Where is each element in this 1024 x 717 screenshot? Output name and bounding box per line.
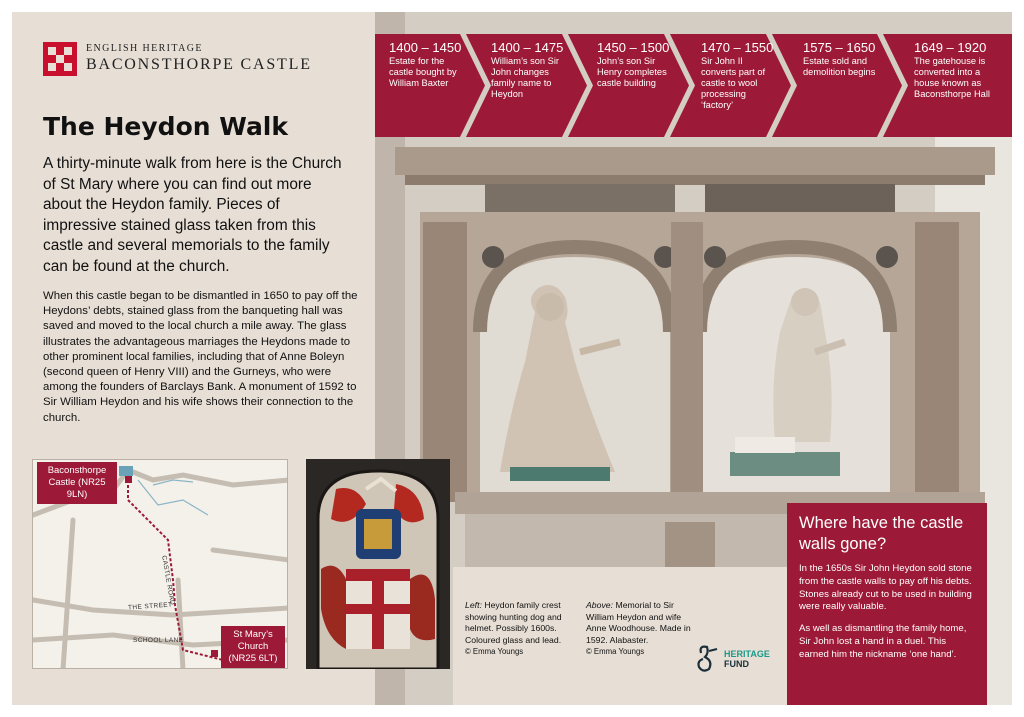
timeline-text: John’s son Sir Henry completes castle building — [597, 56, 667, 88]
timeline-text: William’s son Sir John changes family name to Heydon — [491, 56, 560, 99]
funder-line1: HERITAGE — [724, 649, 770, 659]
timeline-years: 1450 – 1500 — [597, 40, 670, 55]
funder-line2: FUND — [724, 659, 749, 669]
timeline-item-1 — [375, 34, 471, 137]
timeline-item-6 — [900, 34, 1012, 137]
stained-glass-photo — [306, 459, 450, 669]
timeline-text: Sir John II converts part of castle to wool processing ‘factory’ — [701, 56, 766, 110]
road-label: CASTLE ROAD — [160, 555, 176, 606]
caption-label: Above: — [586, 600, 614, 610]
church-map-label: St Mary’s Church (NR25 6LT) — [221, 626, 285, 668]
site-name: BACONSTHORPE CASTLE — [86, 56, 312, 73]
left-caption — [465, 600, 575, 658]
callout-box — [787, 503, 987, 705]
interpretation-panel — [12, 12, 1012, 705]
timeline-item-5 — [789, 34, 889, 137]
timeline-text: Estate for the castle bought by William Baxter — [389, 56, 457, 88]
castle-map-label: Baconsthorpe Castle (NR25 9LN) — [37, 462, 117, 504]
timeline-years: 1400 – 1475 — [491, 40, 564, 55]
body-paragraph: When this castle began to be dismantled in 1650 to pay off the Heydons’ debts, stained glass from the banqueting hall was saved and moved to the local church a mile away. The glass illustrates the advantageous marriages the Heydons made to other prominent local families, including that of Anne Boleyn (second queen of Henry VIII) and the Gurneys, who were among the founders of Barclays Bank. A monument of 1592 to Sir William Heydon and his wife shows their connection to the church. — [43, 290, 358, 424]
caption-label: Left: — [465, 600, 482, 610]
timeline-years: 1649 – 1920 — [914, 40, 987, 55]
above-caption — [586, 600, 691, 658]
timeline-text: The gatehouse is converted into a house known as Baconsthorpe Hall — [914, 56, 990, 99]
org-name: ENGLISH HERITAGE — [86, 43, 203, 54]
walk-map — [32, 459, 288, 669]
timeline-years: 1400 – 1450 — [389, 40, 462, 55]
photo-credit: © Emma Youngs — [586, 647, 645, 657]
english-heritage-logo-icon — [43, 42, 77, 76]
road-label: SCHOOL LANE — [133, 637, 184, 644]
road-label: THE STREET — [127, 601, 173, 612]
stained-glass-illustration — [306, 459, 450, 669]
timeline — [375, 34, 1012, 137]
timeline-item-4 — [687, 34, 783, 137]
caption-text: Heydon family crest showing hunting dog and helmet. Possibly 1600s. Coloured glass and lead. — [465, 600, 562, 645]
callout-paragraph: As well as dismantling the family home, Sir John lost a hand in a duel. This earned him the nickname ‘one hand’. — [799, 623, 967, 660]
timeline-years: 1575 – 1650 — [803, 40, 876, 55]
caption-text: Memorial to Sir William Heydon and wife Anne Woodhouse. Made in 1592. Alabaster. — [586, 600, 691, 645]
timeline-item-3 — [583, 34, 675, 137]
photo-credit: © Emma Youngs — [465, 647, 524, 657]
timeline-item-2 — [477, 34, 573, 137]
timeline-years: 1470 – 1550 — [701, 40, 774, 55]
timeline-text: Estate sold and demolition begins — [803, 56, 876, 77]
heritage-fund-wordmark — [724, 649, 770, 669]
lead-paragraph: A thirty-minute walk from here is the Church of St Mary where you can find out more about the Heydon family. Pieces of impressive stained glass taken from this castle and several memorials to the family can be found at the church. — [43, 155, 342, 275]
callout-heading: Where have the castle walls gone? — [799, 514, 964, 553]
page-title: The Heydon Walk — [43, 112, 289, 141]
callout-paragraph: In the 1650s Sir John Heydon sold stone from the castle walls to pay off his debts. Stones already cut to be used in building were really valuable. — [799, 563, 972, 613]
